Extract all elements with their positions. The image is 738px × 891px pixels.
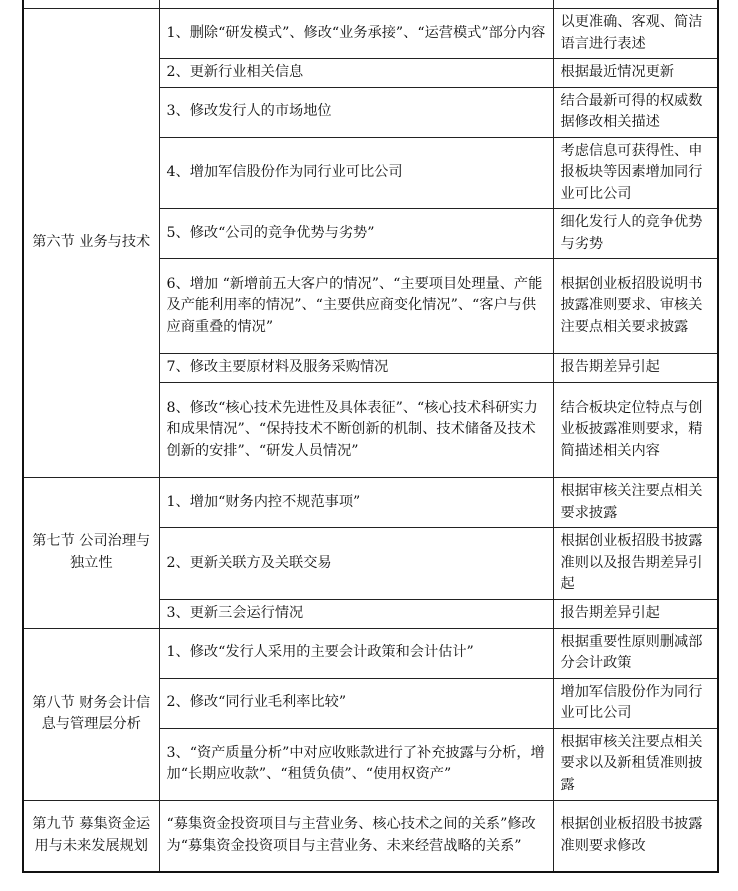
change-description: “募集资金投资项目与主营业务、核心技术之间的关系”修改为“募集资金投资项目与主营业务、未来经营战略的关系” — [159, 800, 553, 872]
table-row — [23, 9, 718, 59]
change-description: 8、修改“核心技术先进性及具体表征”、“核心技术科研实力和成果情况”、“保持技术不断创新的机制、技术储备及技术创新的安排”、“研发人员情况” — [159, 383, 553, 478]
change-description: 7、修改主要原材料及服务采购情况 — [159, 354, 553, 383]
change-reason: 根据重要性原则删减部分会计政策 — [553, 628, 718, 678]
change-reason: 根据审核关注要点相关要求披露 — [553, 478, 718, 528]
changes-table — [22, 0, 719, 873]
change-description: 4、增加军信股份作为同行业可比公司 — [159, 137, 553, 209]
change-description: 2、更新行业相关信息 — [159, 59, 553, 88]
change-description: 3、“资产质量分析”中对应收账款进行了补充披露与分析，增加“长期应收款”、“租赁负债”、“使用权资产” — [159, 728, 553, 800]
table-row — [23, 628, 718, 678]
change-description: 1、删除“研发模式”、修改“业务承接”、“运营模式”部分内容 — [159, 9, 553, 59]
change-reason: 以更准确、客观、简洁语言进行表述 — [553, 9, 718, 59]
change-reason: 增加军信股份作为同行业可比公司 — [553, 678, 718, 728]
table-row — [23, 800, 718, 872]
change-reason: 结合最新可得的权威数据修改相关描述 — [553, 87, 718, 137]
change-reason: 报告期差异引起 — [553, 600, 718, 629]
change-description: 3、修改发行人的市场地位 — [159, 87, 553, 137]
change-reason: 细化发行人的竞争优势与劣势 — [553, 209, 718, 259]
change-reason: 报告期差异引起 — [553, 354, 718, 383]
section-title — [23, 0, 159, 9]
change-reason: 考虑信息可获得性、申报板块等因素增加同行业可比公司 — [553, 137, 718, 209]
change-reason: 根据创业板招股书披露准则要求修改 — [553, 800, 718, 872]
change-description: 3、更新三会运行情况 — [159, 600, 553, 629]
change-description: 5、修改“公司的竞争优势与劣势” — [159, 209, 553, 259]
section-title: 第六节 业务与技术 — [23, 9, 159, 478]
section-title: 第九节 募集资金运用与未来发展规划 — [23, 800, 159, 872]
section-title: 第七节 公司治理与独立性 — [23, 478, 159, 629]
change-description: 1、修改“发行人采用的主要会计政策和会计估计” — [159, 628, 553, 678]
table-row — [23, 0, 718, 9]
table-row — [23, 478, 718, 528]
change-description: 6、增加 “新增前五大客户的情况”、“主要项目处理量、产能及产能利用率的情况”、“主要供应商变化情况”、“客户与供应商重叠的情况” — [159, 259, 553, 354]
change-description: 1、增加“财务内控不规范事项” — [159, 478, 553, 528]
change-reason: 根据创业板招股说明书披露准则要求、审核关注要点相关要求披露 — [553, 259, 718, 354]
change-description — [159, 0, 553, 9]
change-reason — [553, 0, 718, 9]
change-reason: 根据审核关注要点相关要求以及新租赁准则披露 — [553, 728, 718, 800]
change-reason: 结合板块定位特点与创业板披露准则要求，精简描述相关内容 — [553, 383, 718, 478]
section-title: 第八节 财务会计信息与管理层分析 — [23, 628, 159, 800]
change-description: 2、修改“同行业毛利率比较” — [159, 678, 553, 728]
change-description: 2、更新关联方及关联交易 — [159, 528, 553, 600]
change-reason: 根据创业板招股书披露准则以及报告期差异引起 — [553, 528, 718, 600]
change-reason: 根据最近情况更新 — [553, 59, 718, 88]
